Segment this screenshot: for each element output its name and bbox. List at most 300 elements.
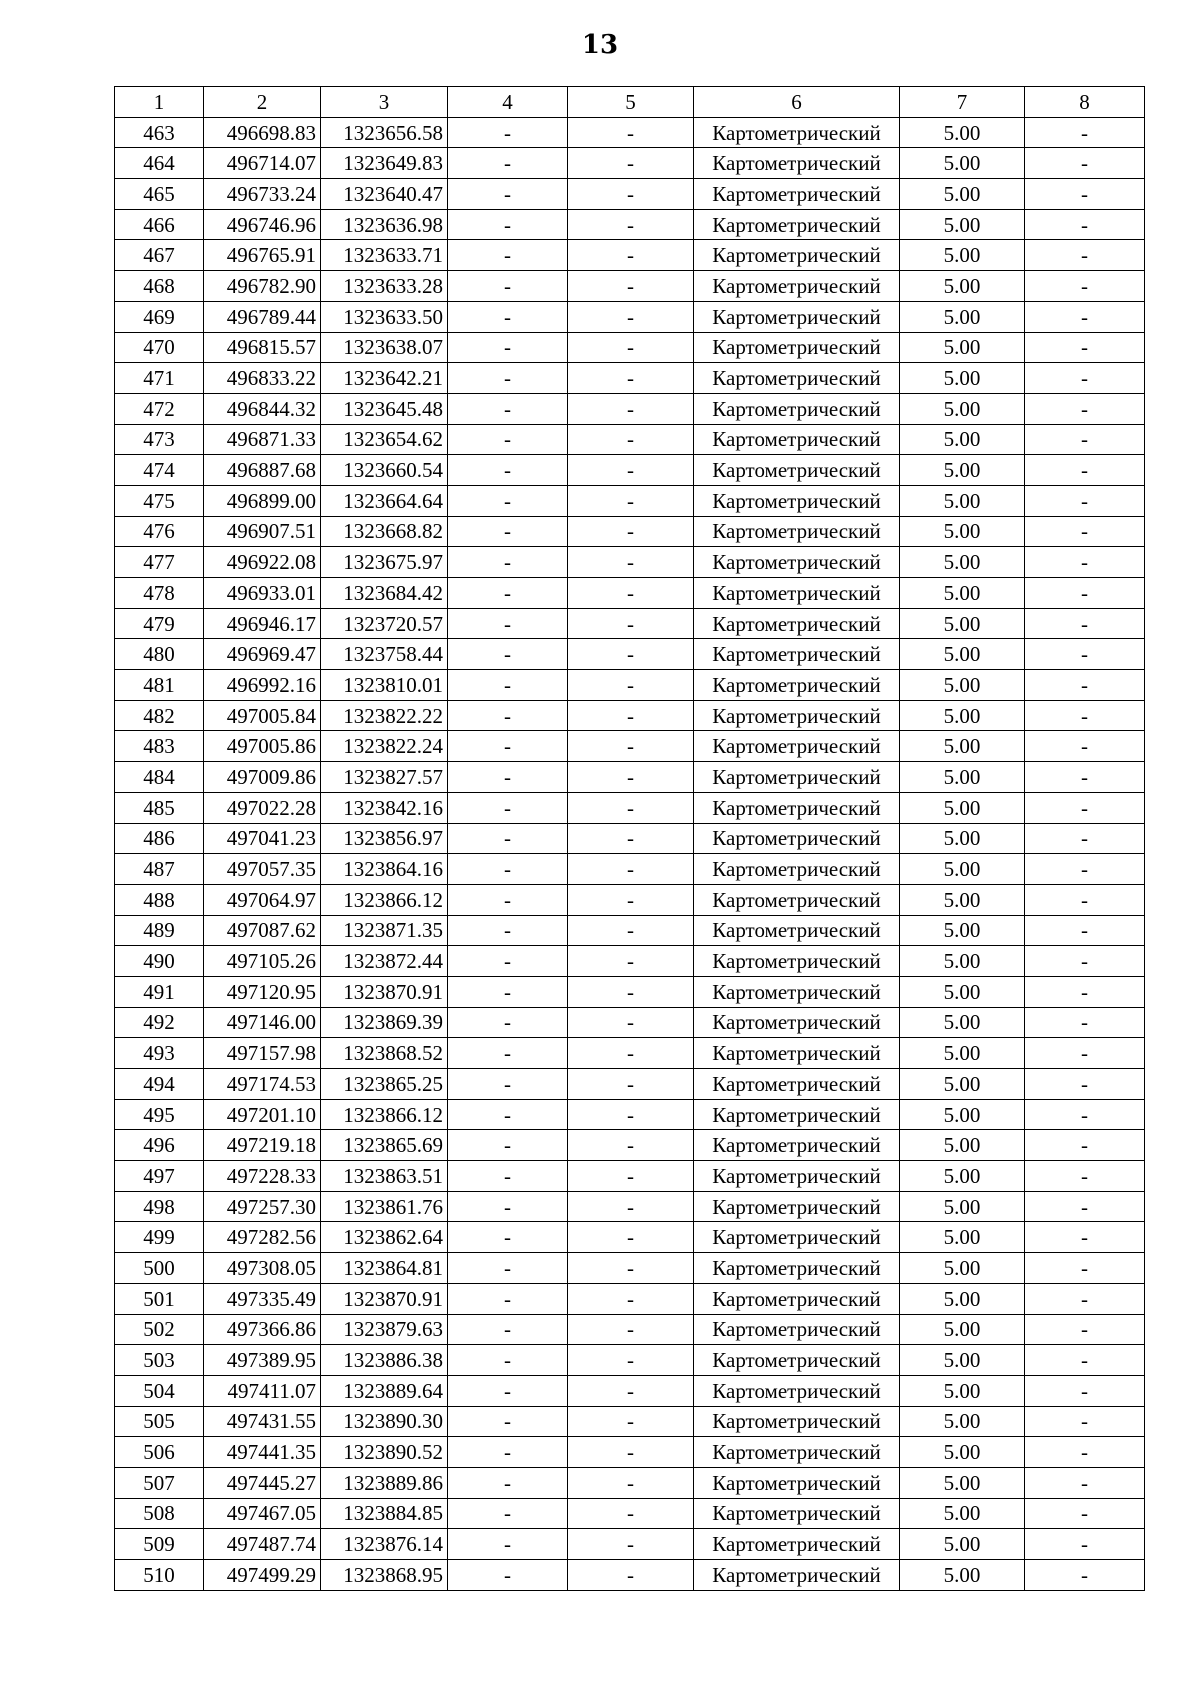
cell-col-4: - <box>448 1529 568 1560</box>
cell-accuracy: 5.00 <box>900 1038 1025 1069</box>
cell-coord-y: 1323640.47 <box>321 179 448 210</box>
cell-col-5: - <box>568 1038 694 1069</box>
cell-coord-y: 1323869.39 <box>321 1007 448 1038</box>
table-row <box>115 976 1145 1007</box>
cell-col-5: - <box>568 854 694 885</box>
cell-col-8: - <box>1025 424 1145 455</box>
cell-col-5: - <box>568 976 694 1007</box>
cell-col-4: - <box>448 393 568 424</box>
cell-coord-x: 497257.30 <box>204 1191 321 1222</box>
cell-coord-y: 1323879.63 <box>321 1314 448 1345</box>
cell-point-number: 510 <box>115 1560 204 1591</box>
cell-point-number: 489 <box>115 915 204 946</box>
cell-accuracy: 5.00 <box>900 1222 1025 1253</box>
header-cell-7: 7 <box>900 87 1025 118</box>
cell-point-number: 498 <box>115 1191 204 1222</box>
cell-coord-y: 1323810.01 <box>321 670 448 701</box>
cell-col-5: - <box>568 485 694 516</box>
cell-col-4: - <box>448 823 568 854</box>
cell-coord-x: 496698.83 <box>204 117 321 148</box>
cell-col-5: - <box>568 209 694 240</box>
cell-coord-x: 496815.57 <box>204 332 321 363</box>
cell-accuracy: 5.00 <box>900 731 1025 762</box>
cell-method: Картометрический <box>694 179 900 210</box>
cell-col-5: - <box>568 1314 694 1345</box>
cell-col-5: - <box>568 1222 694 1253</box>
cell-col-8: - <box>1025 608 1145 639</box>
cell-coord-y: 1323649.83 <box>321 148 448 179</box>
cell-accuracy: 5.00 <box>900 976 1025 1007</box>
table-row <box>115 271 1145 302</box>
table-row <box>115 485 1145 516</box>
cell-coord-x: 497335.49 <box>204 1283 321 1314</box>
cell-col-4: - <box>448 1222 568 1253</box>
cell-coord-y: 1323890.30 <box>321 1406 448 1437</box>
cell-method: Картометрический <box>694 1007 900 1038</box>
cell-col-5: - <box>568 946 694 977</box>
table-row <box>115 1498 1145 1529</box>
cell-point-number: 480 <box>115 639 204 670</box>
cell-method: Картометрический <box>694 1375 900 1406</box>
header-cell-6: 6 <box>694 87 900 118</box>
table-row <box>115 148 1145 179</box>
cell-method: Картометрический <box>694 608 900 639</box>
table-row <box>115 946 1145 977</box>
cell-coord-x: 496789.44 <box>204 301 321 332</box>
cell-accuracy: 5.00 <box>900 332 1025 363</box>
cell-col-5: - <box>568 1498 694 1529</box>
cell-coord-y: 1323636.98 <box>321 209 448 240</box>
cell-point-number: 490 <box>115 946 204 977</box>
cell-method: Картометрический <box>694 332 900 363</box>
cell-point-number: 468 <box>115 271 204 302</box>
cell-col-5: - <box>568 240 694 271</box>
cell-method: Картометрический <box>694 1283 900 1314</box>
cell-col-8: - <box>1025 301 1145 332</box>
cell-method: Картометрический <box>694 1191 900 1222</box>
cell-method: Картометрический <box>694 823 900 854</box>
cell-coord-x: 497146.00 <box>204 1007 321 1038</box>
cell-method: Картометрический <box>694 117 900 148</box>
cell-col-8: - <box>1025 485 1145 516</box>
cell-col-5: - <box>568 639 694 670</box>
cell-point-number: 506 <box>115 1437 204 1468</box>
cell-accuracy: 5.00 <box>900 393 1025 424</box>
cell-point-number: 502 <box>115 1314 204 1345</box>
cell-method: Картометрический <box>694 854 900 885</box>
cell-col-8: - <box>1025 1314 1145 1345</box>
cell-col-4: - <box>448 332 568 363</box>
cell-col-4: - <box>448 670 568 701</box>
cell-col-5: - <box>568 608 694 639</box>
cell-coord-y: 1323872.44 <box>321 946 448 977</box>
cell-point-number: 491 <box>115 976 204 1007</box>
cell-coord-x: 497411.07 <box>204 1375 321 1406</box>
cell-coord-x: 497499.29 <box>204 1560 321 1591</box>
cell-coord-x: 497228.33 <box>204 1161 321 1192</box>
cell-coord-x: 496833.22 <box>204 363 321 394</box>
cell-point-number: 465 <box>115 179 204 210</box>
cell-col-8: - <box>1025 1222 1145 1253</box>
cell-col-4: - <box>448 1283 568 1314</box>
cell-point-number: 472 <box>115 393 204 424</box>
cell-coord-x: 497022.28 <box>204 792 321 823</box>
cell-col-5: - <box>568 117 694 148</box>
table-row <box>115 1560 1145 1591</box>
cell-col-5: - <box>568 578 694 609</box>
cell-col-5: - <box>568 332 694 363</box>
cell-col-8: - <box>1025 639 1145 670</box>
cell-col-4: - <box>448 854 568 885</box>
cell-col-5: - <box>568 363 694 394</box>
cell-point-number: 503 <box>115 1345 204 1376</box>
cell-accuracy: 5.00 <box>900 117 1025 148</box>
cell-coord-y: 1323827.57 <box>321 762 448 793</box>
cell-col-8: - <box>1025 976 1145 1007</box>
cell-method: Картометрический <box>694 1437 900 1468</box>
cell-coord-y: 1323684.42 <box>321 578 448 609</box>
cell-point-number: 483 <box>115 731 204 762</box>
cell-col-5: - <box>568 762 694 793</box>
cell-coord-y: 1323842.16 <box>321 792 448 823</box>
cell-method: Картометрический <box>694 639 900 670</box>
cell-coord-x: 497389.95 <box>204 1345 321 1376</box>
cell-coord-y: 1323866.12 <box>321 884 448 915</box>
cell-method: Картометрический <box>694 1253 900 1284</box>
cell-col-5: - <box>568 1375 694 1406</box>
cell-method: Картометрический <box>694 731 900 762</box>
cell-method: Картометрический <box>694 915 900 946</box>
table-header <box>115 87 1145 118</box>
cell-col-8: - <box>1025 1467 1145 1498</box>
cell-col-8: - <box>1025 1007 1145 1038</box>
cell-accuracy: 5.00 <box>900 363 1025 394</box>
cell-col-8: - <box>1025 854 1145 885</box>
table-row <box>115 1314 1145 1345</box>
cell-col-8: - <box>1025 179 1145 210</box>
cell-coord-y: 1323656.58 <box>321 117 448 148</box>
cell-coord-x: 497282.56 <box>204 1222 321 1253</box>
cell-col-8: - <box>1025 1437 1145 1468</box>
cell-col-8: - <box>1025 117 1145 148</box>
table-row <box>115 1283 1145 1314</box>
cell-col-5: - <box>568 915 694 946</box>
cell-col-5: - <box>568 1161 694 1192</box>
cell-col-4: - <box>448 1253 568 1284</box>
cell-col-4: - <box>448 946 568 977</box>
cell-point-number: 482 <box>115 700 204 731</box>
cell-col-8: - <box>1025 148 1145 179</box>
cell-col-4: - <box>448 485 568 516</box>
cell-point-number: 464 <box>115 148 204 179</box>
cell-coord-y: 1323886.38 <box>321 1345 448 1376</box>
cell-point-number: 492 <box>115 1007 204 1038</box>
cell-col-4: - <box>448 424 568 455</box>
cell-col-8: - <box>1025 1038 1145 1069</box>
cell-coord-x: 497157.98 <box>204 1038 321 1069</box>
cell-col-5: - <box>568 516 694 547</box>
cell-col-5: - <box>568 1007 694 1038</box>
cell-coord-x: 496969.47 <box>204 639 321 670</box>
cell-accuracy: 5.00 <box>900 578 1025 609</box>
cell-coord-x: 497487.74 <box>204 1529 321 1560</box>
cell-coord-x: 497009.86 <box>204 762 321 793</box>
cell-method: Картометрический <box>694 1314 900 1345</box>
cell-col-8: - <box>1025 455 1145 486</box>
cell-coord-y: 1323822.22 <box>321 700 448 731</box>
cell-col-4: - <box>448 1069 568 1100</box>
cell-point-number: 463 <box>115 117 204 148</box>
cell-coord-x: 496765.91 <box>204 240 321 271</box>
table-row <box>115 455 1145 486</box>
cell-method: Картометрический <box>694 1467 900 1498</box>
cell-method: Картометрический <box>694 455 900 486</box>
cell-col-8: - <box>1025 762 1145 793</box>
cell-col-5: - <box>568 884 694 915</box>
table-row <box>115 792 1145 823</box>
cell-col-4: - <box>448 608 568 639</box>
cell-col-8: - <box>1025 884 1145 915</box>
cell-method: Картометрический <box>694 976 900 1007</box>
cell-method: Картометрический <box>694 1345 900 1376</box>
cell-coord-x: 496933.01 <box>204 578 321 609</box>
cell-col-8: - <box>1025 1406 1145 1437</box>
cell-col-5: - <box>568 1099 694 1130</box>
cell-col-4: - <box>448 1406 568 1437</box>
cell-coord-y: 1323638.07 <box>321 332 448 363</box>
cell-col-8: - <box>1025 670 1145 701</box>
cell-point-number: 500 <box>115 1253 204 1284</box>
cell-accuracy: 5.00 <box>900 485 1025 516</box>
cell-col-4: - <box>448 1099 568 1130</box>
cell-method: Картометрический <box>694 1406 900 1437</box>
cell-accuracy: 5.00 <box>900 1007 1025 1038</box>
cell-col-4: - <box>448 792 568 823</box>
cell-coord-y: 1323862.64 <box>321 1222 448 1253</box>
cell-col-4: - <box>448 117 568 148</box>
cell-coord-x: 497366.86 <box>204 1314 321 1345</box>
cell-coord-y: 1323866.12 <box>321 1099 448 1130</box>
cell-coord-x: 497445.27 <box>204 1467 321 1498</box>
cell-method: Картометрический <box>694 485 900 516</box>
table-row <box>115 1130 1145 1161</box>
table-row <box>115 424 1145 455</box>
cell-col-5: - <box>568 301 694 332</box>
cell-point-number: 501 <box>115 1283 204 1314</box>
cell-col-4: - <box>448 148 568 179</box>
cell-col-4: - <box>448 1038 568 1069</box>
cell-accuracy: 5.00 <box>900 1069 1025 1100</box>
header-cell-3: 3 <box>321 87 448 118</box>
cell-col-4: - <box>448 1007 568 1038</box>
cell-col-4: - <box>448 1130 568 1161</box>
table-row <box>115 731 1145 762</box>
table-row <box>115 1253 1145 1284</box>
cell-coord-y: 1323864.81 <box>321 1253 448 1284</box>
cell-point-number: 488 <box>115 884 204 915</box>
cell-accuracy: 5.00 <box>900 240 1025 271</box>
cell-coord-y: 1323642.21 <box>321 363 448 394</box>
cell-point-number: 507 <box>115 1467 204 1498</box>
cell-coord-x: 496899.00 <box>204 485 321 516</box>
cell-method: Картометрический <box>694 946 900 977</box>
table-row <box>115 209 1145 240</box>
cell-accuracy: 5.00 <box>900 1191 1025 1222</box>
cell-coord-y: 1323871.35 <box>321 915 448 946</box>
cell-coord-x: 497431.55 <box>204 1406 321 1437</box>
cell-col-5: - <box>568 1345 694 1376</box>
cell-method: Картометрический <box>694 1130 900 1161</box>
cell-method: Картометрический <box>694 516 900 547</box>
table-row <box>115 117 1145 148</box>
cell-accuracy: 5.00 <box>900 1560 1025 1591</box>
table-row <box>115 884 1145 915</box>
cell-col-4: - <box>448 1314 568 1345</box>
cell-col-5: - <box>568 1253 694 1284</box>
table-row <box>115 1437 1145 1468</box>
cell-col-5: - <box>568 1069 694 1100</box>
cell-col-5: - <box>568 1406 694 1437</box>
table-row <box>115 608 1145 639</box>
cell-point-number: 509 <box>115 1529 204 1560</box>
cell-method: Картометрический <box>694 1038 900 1069</box>
cell-coord-x: 496871.33 <box>204 424 321 455</box>
cell-accuracy: 5.00 <box>900 823 1025 854</box>
cell-point-number: 467 <box>115 240 204 271</box>
cell-accuracy: 5.00 <box>900 1437 1025 1468</box>
cell-col-8: - <box>1025 1529 1145 1560</box>
table-row <box>115 1467 1145 1498</box>
cell-col-4: - <box>448 578 568 609</box>
header-cell-4: 4 <box>448 87 568 118</box>
cell-method: Картометрический <box>694 670 900 701</box>
cell-col-5: - <box>568 1529 694 1560</box>
table-row <box>115 1406 1145 1437</box>
cell-point-number: 493 <box>115 1038 204 1069</box>
table-row <box>115 854 1145 885</box>
cell-accuracy: 5.00 <box>900 1345 1025 1376</box>
cell-coord-x: 497441.35 <box>204 1437 321 1468</box>
table-row <box>115 363 1145 394</box>
cell-coord-y: 1323822.24 <box>321 731 448 762</box>
cell-coord-x: 497219.18 <box>204 1130 321 1161</box>
cell-col-8: - <box>1025 271 1145 302</box>
cell-col-8: - <box>1025 1560 1145 1591</box>
cell-col-4: - <box>448 884 568 915</box>
cell-col-5: - <box>568 424 694 455</box>
cell-col-5: - <box>568 1191 694 1222</box>
cell-accuracy: 5.00 <box>900 608 1025 639</box>
cell-coord-y: 1323865.25 <box>321 1069 448 1100</box>
cell-method: Картометрический <box>694 301 900 332</box>
cell-col-8: - <box>1025 1375 1145 1406</box>
cell-coord-y: 1323870.91 <box>321 976 448 1007</box>
cell-coord-y: 1323856.97 <box>321 823 448 854</box>
cell-col-4: - <box>448 1560 568 1591</box>
table-row <box>115 301 1145 332</box>
cell-col-4: - <box>448 455 568 486</box>
cell-point-number: 479 <box>115 608 204 639</box>
cell-method: Картометрический <box>694 1498 900 1529</box>
cell-col-8: - <box>1025 240 1145 271</box>
cell-col-4: - <box>448 700 568 731</box>
table-body <box>115 117 1145 1590</box>
cell-method: Картометрический <box>694 1560 900 1591</box>
cell-accuracy: 5.00 <box>900 1406 1025 1437</box>
cell-col-8: - <box>1025 946 1145 977</box>
cell-accuracy: 5.00 <box>900 209 1025 240</box>
cell-method: Картометрический <box>694 1529 900 1560</box>
cell-coord-x: 497105.26 <box>204 946 321 977</box>
cell-col-8: - <box>1025 1130 1145 1161</box>
cell-accuracy: 5.00 <box>900 547 1025 578</box>
cell-coord-y: 1323660.54 <box>321 455 448 486</box>
cell-col-4: - <box>448 976 568 1007</box>
cell-coord-y: 1323868.95 <box>321 1560 448 1591</box>
cell-col-8: - <box>1025 393 1145 424</box>
cell-accuracy: 5.00 <box>900 516 1025 547</box>
cell-coord-y: 1323870.91 <box>321 1283 448 1314</box>
cell-col-5: - <box>568 700 694 731</box>
cell-method: Картометрический <box>694 1222 900 1253</box>
cell-accuracy: 5.00 <box>900 915 1025 946</box>
cell-accuracy: 5.00 <box>900 1314 1025 1345</box>
header-cell-2: 2 <box>204 87 321 118</box>
cell-point-number: 473 <box>115 424 204 455</box>
cell-coord-y: 1323889.64 <box>321 1375 448 1406</box>
table-row <box>115 1069 1145 1100</box>
cell-point-number: 508 <box>115 1498 204 1529</box>
cell-col-4: - <box>448 547 568 578</box>
cell-coord-x: 497041.23 <box>204 823 321 854</box>
cell-point-number: 466 <box>115 209 204 240</box>
cell-col-5: - <box>568 1130 694 1161</box>
cell-col-4: - <box>448 1437 568 1468</box>
cell-method: Картометрический <box>694 209 900 240</box>
cell-coord-x: 496992.16 <box>204 670 321 701</box>
cell-coord-x: 497005.86 <box>204 731 321 762</box>
table-row <box>115 332 1145 363</box>
cell-coord-x: 497201.10 <box>204 1099 321 1130</box>
cell-coord-y: 1323890.52 <box>321 1437 448 1468</box>
cell-point-number: 471 <box>115 363 204 394</box>
cell-col-4: - <box>448 915 568 946</box>
cell-method: Картометрический <box>694 884 900 915</box>
cell-method: Картометрический <box>694 363 900 394</box>
cell-point-number: 499 <box>115 1222 204 1253</box>
cell-coord-y: 1323664.64 <box>321 485 448 516</box>
cell-point-number: 469 <box>115 301 204 332</box>
cell-point-number: 494 <box>115 1069 204 1100</box>
cell-accuracy: 5.00 <box>900 792 1025 823</box>
cell-col-4: - <box>448 516 568 547</box>
cell-coord-y: 1323884.85 <box>321 1498 448 1529</box>
cell-accuracy: 5.00 <box>900 1375 1025 1406</box>
cell-col-4: - <box>448 731 568 762</box>
cell-col-4: - <box>448 1375 568 1406</box>
cell-coord-x: 497174.53 <box>204 1069 321 1100</box>
cell-coord-y: 1323868.52 <box>321 1038 448 1069</box>
table-row <box>115 547 1145 578</box>
cell-col-5: - <box>568 1437 694 1468</box>
cell-col-5: - <box>568 547 694 578</box>
cell-coord-x: 497057.35 <box>204 854 321 885</box>
cell-accuracy: 5.00 <box>900 762 1025 793</box>
cell-point-number: 486 <box>115 823 204 854</box>
cell-col-4: - <box>448 1467 568 1498</box>
cell-accuracy: 5.00 <box>900 1283 1025 1314</box>
cell-accuracy: 5.00 <box>900 424 1025 455</box>
